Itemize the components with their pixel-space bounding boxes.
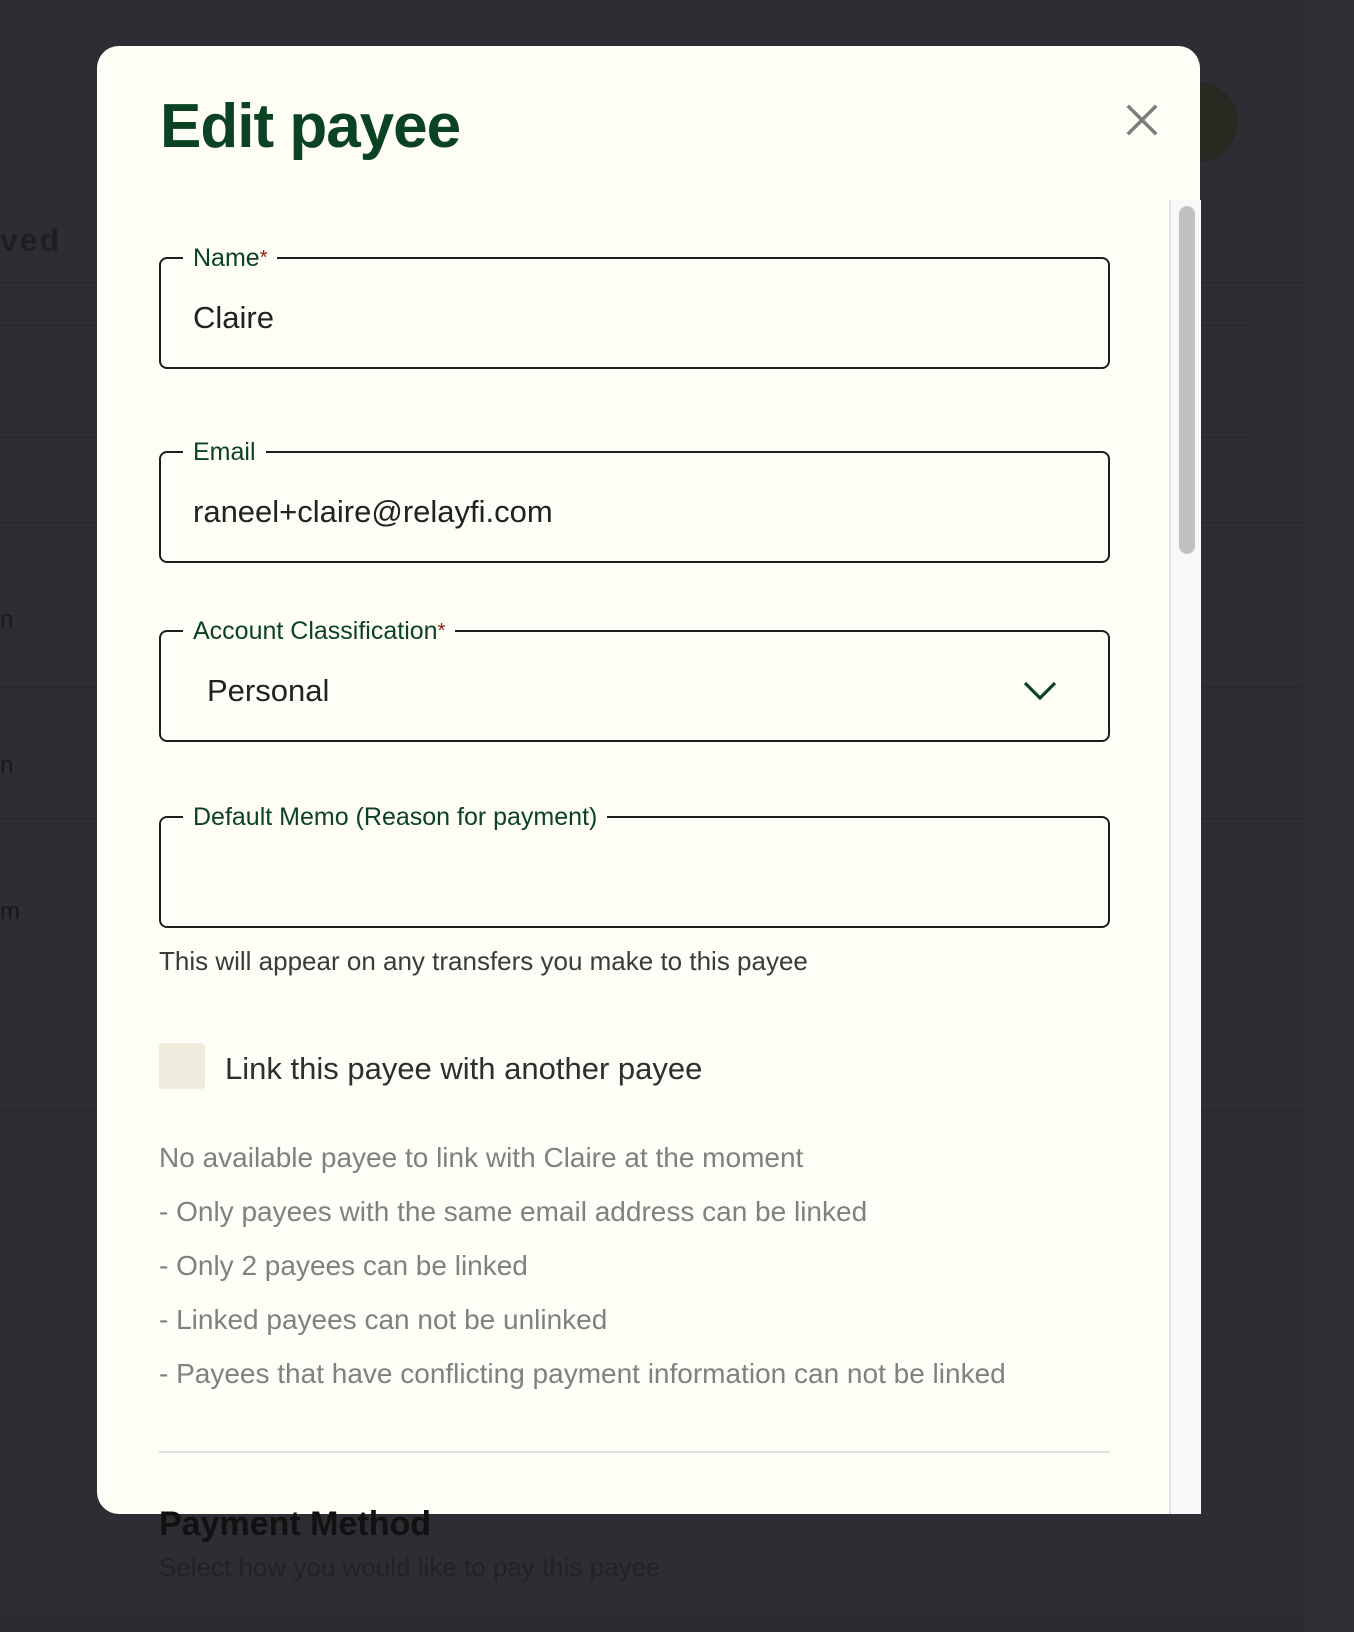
email-label: Email: [193, 438, 256, 466]
link-note: No available payee to link with Claire at the moment: [159, 1142, 804, 1173]
scrollbar-thumb[interactable]: [1179, 206, 1195, 554]
payment-method-title: Payment Method: [159, 1505, 432, 1543]
payment-method-subtitle: Select how you would like to pay this payee: [159, 1552, 661, 1582]
required-mark: *: [437, 620, 446, 642]
close-button[interactable]: [1122, 100, 1162, 140]
default-memo-helper: This will appear on any transfers you make to this payee: [159, 946, 808, 976]
email-input[interactable]: [193, 494, 1093, 530]
default-memo-field: [159, 803, 1110, 928]
required-mark: *: [259, 247, 268, 269]
close-icon: [1126, 104, 1158, 136]
background-heading: ved: [0, 222, 62, 258]
link-note: - Linked payees can not be unlinked: [159, 1304, 608, 1335]
name-field: [159, 244, 1110, 369]
modal-title: Edit payee: [160, 92, 461, 161]
link-payee-checkbox[interactable]: [159, 1043, 205, 1089]
link-note: - Only 2 payees can be linked: [159, 1250, 528, 1281]
link-note: - Payees that have conflicting payment information can not be linked: [159, 1358, 1006, 1389]
background-row-fragment: n: [0, 606, 14, 633]
modal-scrollbar[interactable]: [1169, 200, 1201, 1514]
background-row-fragment: m: [0, 898, 20, 925]
email-field: [159, 438, 1110, 563]
link-note: - Only payees with the same email address can be linked: [159, 1196, 868, 1227]
link-payee-label[interactable]: Link this payee with another payee: [225, 1051, 703, 1086]
background-row-fragment: n: [0, 752, 14, 779]
account-classification-value: Personal: [207, 673, 330, 708]
edit-payee-modal: [97, 46, 1200, 1582]
account-classification-select[interactable]: [159, 617, 1110, 742]
section-divider: [159, 1451, 1110, 1453]
background-edge: [1303, 0, 1354, 1632]
name-label: Name*: [193, 244, 268, 272]
background-edge: [0, 1616, 1303, 1632]
default-memo-label: Default Memo (Reason for payment): [193, 803, 598, 831]
name-input[interactable]: [193, 300, 1093, 336]
default-memo-input[interactable]: [193, 859, 1093, 895]
chevron-down-icon: [1023, 681, 1057, 701]
account-classification-label: Account Classification*: [193, 617, 446, 645]
